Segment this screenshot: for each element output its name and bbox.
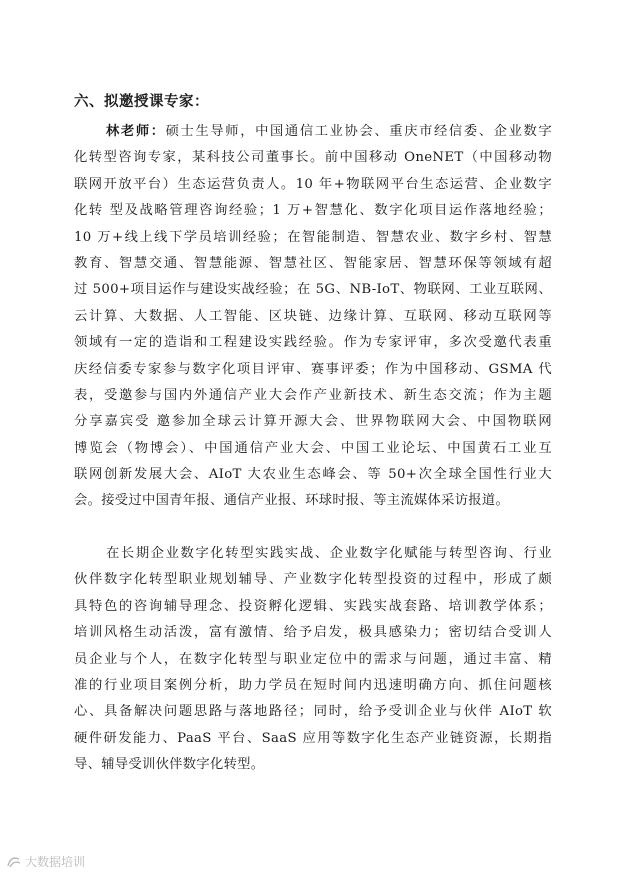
- paragraph-line: 化转型咨询专家，某科技公司董事长。前中国移动 OneNET（中国移动物: [74, 150, 552, 166]
- paragraph-line: 准的行业项目案例分析，助力学员在短时间内迅速明确方向、抓住问题核: [74, 677, 552, 693]
- paragraph-line: 表，受邀参与国内外通信产业大会作产业新技术、新生态交流；作为主题: [74, 387, 552, 403]
- expert-intro-text: 硕士生导师，中国通信工业协会、重庆市经信委、企业数字: [165, 124, 552, 139]
- paragraph-line: 心、具备解决问题思路与落地路径；同时，给予受训企业与伙伴 AIoT 软: [74, 704, 552, 720]
- paragraph-line: 在长期企业数字化转型实践实战、企业数字化赋能与转型咨询、行业: [106, 546, 552, 561]
- paragraph-line: 导、辅导受训伙伴数字化转型。: [74, 757, 265, 773]
- paragraph-line: 伙伴数字化转型职业规划辅导、产业数字化转型投资的过程中，形成了颇: [74, 572, 552, 588]
- watermark-logo-icon: [6, 855, 22, 869]
- paragraph-line: 培训风格生动活泼，富有激情、给予启发，极具感染力；密切结合受训人: [74, 625, 552, 641]
- paragraph-line: 联网开放平台）生态运营负责人。10 年+物联网平台生态运营、企业数字: [74, 176, 552, 192]
- paragraph-line: 过 500+项目运作与建设实战经验；在 5G、NB-IoT、物联网、工业互联网、: [74, 282, 552, 298]
- teaching-style-paragraph: [74, 541, 552, 779]
- paragraph-line: 具特色的咨询辅导理念、投资孵化逻辑、实践实战套路、培训教学体系；: [74, 598, 552, 614]
- paragraph-line: 博览会（物博会）、中国通信产业大会、中国工业论坛、中国黄石工业互: [74, 440, 552, 456]
- section-heading: 六、拟邀授课专家：: [74, 94, 209, 110]
- watermark: [6, 853, 85, 870]
- paragraph-line: 云计算、大数据、人工智能、区块链、边缘计算、互联网、移动互联网等: [74, 308, 552, 324]
- paragraph-line: 分享嘉宾受 邀参加全球云计算开源大会、世界物联网大会、中国物联网: [74, 414, 552, 430]
- paragraph-line: 10 万+线上线下学员培训经验；在智能制造、智慧农业、数字乡村、智慧: [74, 229, 552, 245]
- paragraph-line: 会。接受过中国青年报、通信产业报、环球时报、等主流媒体采访报道。: [74, 493, 510, 509]
- paragraph-line: 员企业与个人，在数字化转型与职业定位中的需求与问题，通过丰富、精: [74, 651, 552, 667]
- paragraph-line: 教育、智慧交通、智慧能源、智慧社区、智能家居、智慧环保等领域有超: [74, 255, 552, 271]
- expert-name: 林老师：: [106, 124, 166, 139]
- paragraph-line: 领域有一定的造诣和工程建设实践经验。作为专家评审，多次受邀代表重: [74, 335, 552, 351]
- paragraph-line: [74, 119, 552, 145]
- paragraph-line: 化转 型及战略管理咨询经验；1 万+智慧化、数字化项目运作落地经验；: [74, 203, 552, 219]
- watermark-text: 大数据培训: [25, 855, 86, 869]
- paragraph-line: 庆经信委专家参与数字化项目评审、赛事评委；作为中国移动、GSMA 代: [74, 361, 552, 377]
- paragraph-line: 硬件研发能力、PaaS 平台、SaaS 应用等数字化生态产业链资源，长期指: [74, 730, 552, 746]
- paragraph-line: 联网创新发展大会、AIoT 大农业生态峰会、等 50+次全球全国性行业大: [74, 467, 552, 483]
- expert-bio-paragraph: [74, 119, 552, 515]
